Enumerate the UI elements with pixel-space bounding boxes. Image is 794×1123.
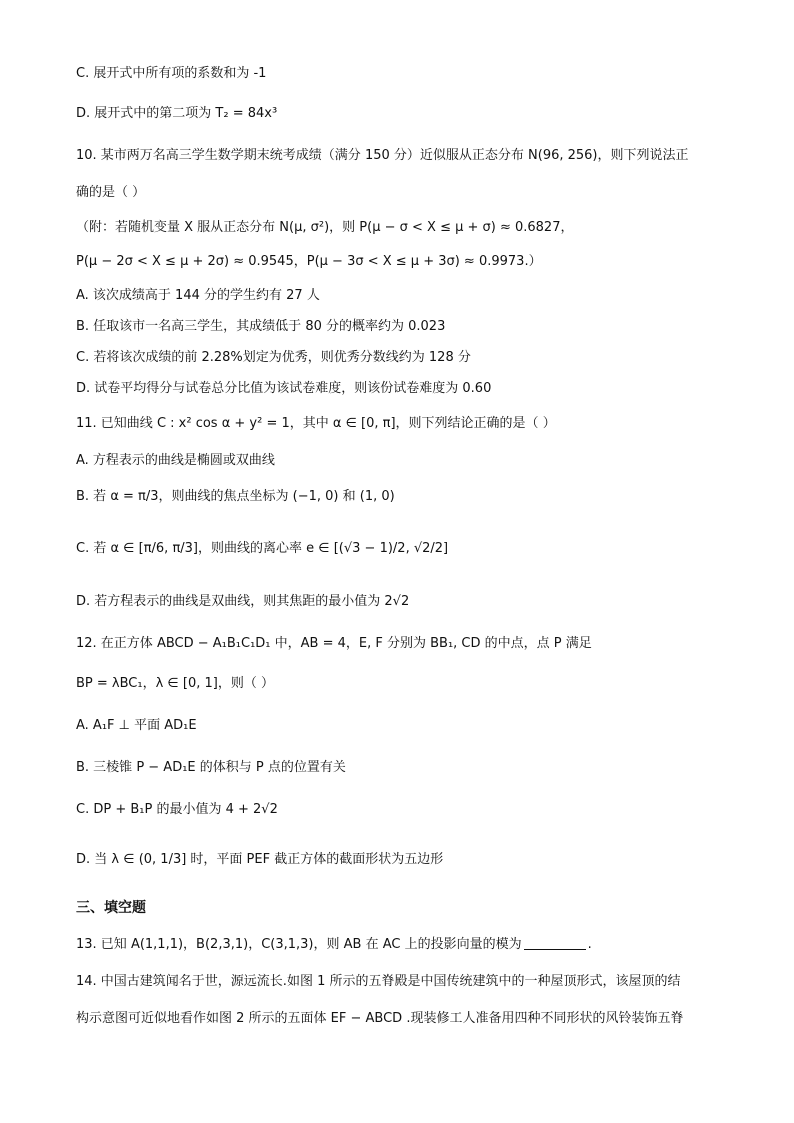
text-line-q13 bbox=[76, 935, 734, 955]
text-content: 12. 在正方体 ABCD − A₁B₁C₁D₁ 中，AB = 4，E, F 分别为 BB₁, CD 的中点，点 P 满足 bbox=[76, 636, 592, 651]
text-line-q11ob bbox=[76, 487, 734, 507]
text-content: P(μ − 2σ < X ≤ μ + 2σ) ≈ 0.9545，P(μ − 3σ < X ≤ μ + 3σ) ≈ 0.9973.） bbox=[76, 254, 542, 269]
text-content: 构示意图可近似地看作如图 2 所示的五面体 EF − ABCD .现装修工人准备用四种不同形状的风铃装饰五脊 bbox=[76, 1011, 684, 1026]
text-line-q12ob bbox=[76, 758, 734, 778]
text-content: 14. 中国古建筑闻名于世，源远流长.如图 1 所示的五脊殿是中国传统建筑中的一种屋顶形式，该屋顶的结 bbox=[76, 974, 681, 989]
text-line-q11od bbox=[76, 592, 734, 612]
text-content: 三、填空题 bbox=[76, 900, 146, 916]
text-content: B. 若 α = π/3，则曲线的焦点坐标为 (−1, 0) 和 (1, 0) bbox=[76, 489, 395, 504]
text-content: 13. 已知 A(1,1,1)，B(2,3,1)，C(3,1,3)，则 AB 在 AC 上的投影向量的模为 bbox=[76, 937, 522, 952]
text-line-q10b bbox=[76, 183, 734, 203]
text-line-c9c bbox=[76, 64, 734, 84]
text-line-q12oa bbox=[76, 716, 734, 736]
text-line-q12od bbox=[76, 850, 734, 870]
text-line-c9d bbox=[76, 104, 734, 124]
text-content: （附：若随机变量 X 服从正态分布 N(μ, σ²)，则 P(μ − σ < X ≤ μ + σ) ≈ 0.6827， bbox=[76, 220, 574, 235]
text-line-q11 bbox=[76, 414, 734, 434]
text-content: C. DP + B₁P 的最小值为 4 + 2√2 bbox=[76, 802, 278, 817]
text-line-q14b bbox=[76, 1009, 734, 1029]
text-line-sec3 bbox=[76, 898, 734, 918]
text-content: C. 若将该次成绩的前 2.28%划定为优秀，则优秀分数线约为 128 分 bbox=[76, 350, 471, 365]
text-content: D. 若方程表示的曲线是双曲线，则其焦距的最小值为 2√2 bbox=[76, 594, 410, 609]
text-content: A. 该次成绩高于 144 分的学生约有 27 人 bbox=[76, 288, 320, 303]
text-content: 确的是（ ） bbox=[76, 185, 146, 200]
text-line-q10oc bbox=[76, 348, 734, 368]
text-line-q10d bbox=[76, 252, 734, 272]
text-content: D. 当 λ ∈ (0, 1/3] 时，平面 PEF 截正方体的截面形状为五边形 bbox=[76, 852, 444, 867]
text-content: C. 若 α ∈ [π/6, π/3]，则曲线的离心率 e ∈ [(√3 − 1)/2, √2/2] bbox=[76, 541, 449, 556]
text-line-q12b bbox=[76, 674, 734, 694]
text-line-q12oc bbox=[76, 800, 734, 820]
text-content: 10. 某市两万名高三学生数学期末统考成绩（满分 150 分）近似服从正态分布 N(96, 256)，则下列说法正 bbox=[76, 148, 689, 163]
text-line-q10od bbox=[76, 379, 734, 399]
text-line-q10c bbox=[76, 218, 734, 238]
text-line-q11oc bbox=[76, 539, 734, 559]
text-line-q11oa bbox=[76, 451, 734, 471]
text-line-q10ob bbox=[76, 317, 734, 337]
text-content: A. 方程表示的曲线是椭圆或双曲线 bbox=[76, 453, 275, 468]
answer-blank bbox=[524, 935, 586, 950]
text-line-q14a bbox=[76, 972, 734, 992]
text-content: D. 试卷平均得分与试卷总分比值为该试卷难度，则该份试卷难度为 0.60 bbox=[76, 381, 492, 396]
text-line-q10oa bbox=[76, 286, 734, 306]
text-content: D. 展开式中的第二项为 T₂ = 84x³ bbox=[76, 106, 278, 121]
text-suffix: . bbox=[587, 937, 592, 952]
text-line-q12a bbox=[76, 634, 734, 654]
text-content: B. 三棱锥 P − AD₁E 的体积与 P 点的位置有关 bbox=[76, 760, 346, 775]
text-content: B. 任取该市一名高三学生，其成绩低于 80 分的概率约为 0.023 bbox=[76, 319, 446, 334]
text-line-q10a bbox=[76, 146, 734, 166]
text-content: BP = λBC₁，λ ∈ [0, 1]，则（ ） bbox=[76, 676, 274, 691]
text-content: 11. 已知曲线 C : x² cos α + y² = 1，其中 α ∈ [0, π]，则下列结论正确的是（ ） bbox=[76, 416, 556, 431]
text-content: C. 展开式中所有项的系数和为 -1 bbox=[76, 66, 267, 81]
text-content: A. A₁F ⊥ 平面 AD₁E bbox=[76, 718, 197, 733]
